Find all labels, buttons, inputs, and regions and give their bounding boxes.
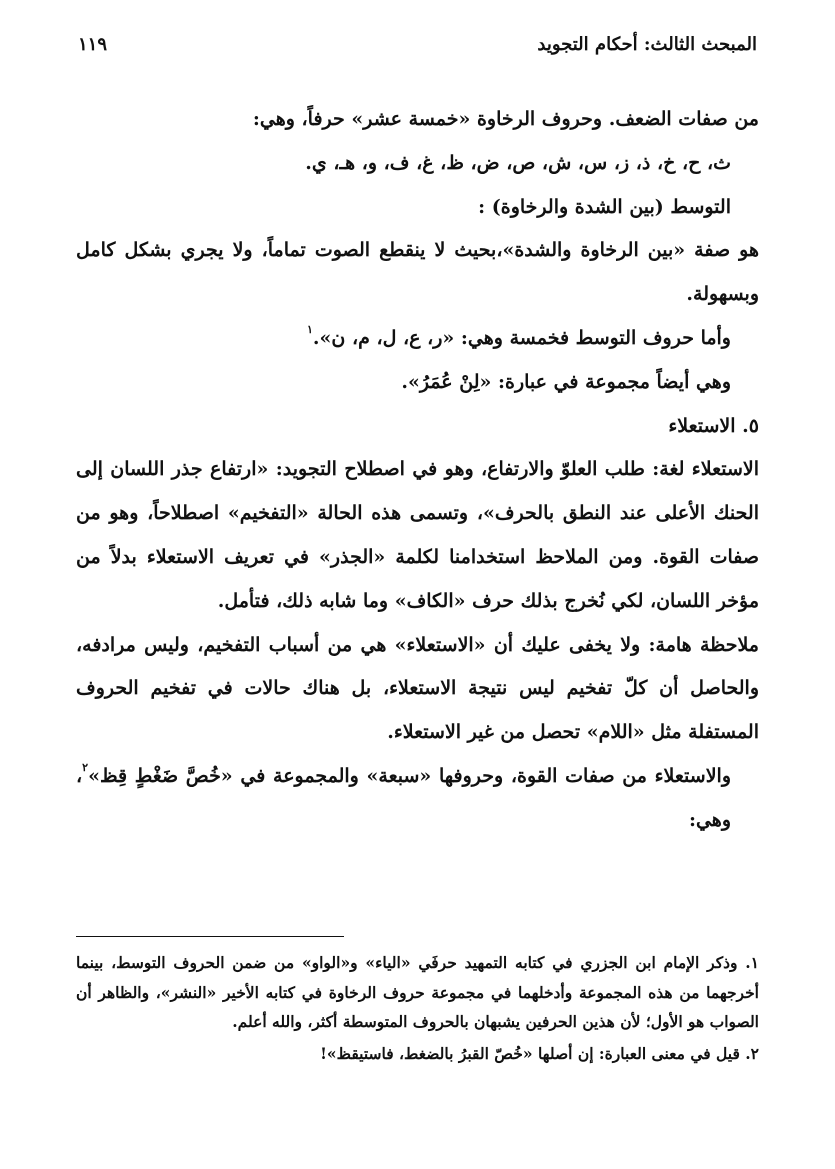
tawassut-letters-text: وأما حروف التوسط فخمسة وهي: «ر، ع، ل، م، ن». xyxy=(312,326,731,349)
footnote-1: ١. وذكر الإمام ابن الجزري في كتابه التمهيد حرفَي «الياء» و«الواو» من ضمن الحروف التوسط، بينما أخرجهما من هذه المجموعة وأدخلهما في مجموعة حروف الرخاوة في كتابه الأخير «النشر»، والظاهر أن الصواب هو الأول؛ لأن هذين الحرفين يشبهان بالحروف المتوسطة أكثر، والله أعلم. xyxy=(76,953,759,1031)
paragraph-istila-definition: الاستعلاء لغة: طلب العلوّ والارتفاع، وهو في اصطلاح التجويد: «ارتفاع جذر اللسان إلى الحنك الأعلى عند النطق بالحرف»، وتسمى هذه الحالة «التفخيم» اصطلاحاً، وهو من صفات القوة. ومن الملاحظ استخدامنا لكلمة «الجذر» في تعريف الاستعلاء بدلاً من مؤخر اللسان، لكي نُخرج بذلك حرف «الكاف» وما شابه ذلك، فتأمل. xyxy=(76,458,759,612)
paragraph-rakhawa-letters-intro: من صفات الضعف. وحروف الرخاوة «خمسة عشر» حرفاً، وهي: xyxy=(252,108,759,130)
paragraph-important-note xyxy=(76,624,759,755)
paragraph-tawassut-definition: هو صفة «بين الرخاوة والشدة»،بحيث لا ينقطع الصوت تماماً، ولا يجري بشكل كامل وبسهولة. xyxy=(76,239,759,306)
note-label: ملاحظة هامة: xyxy=(648,633,759,656)
footnotes xyxy=(76,948,759,1068)
rakhawa-letters-list: ث، ح، خ، ذ، ز، س، ش، ص، ض، ظ، غ، ف، و، هـ، ي. xyxy=(305,151,731,174)
chapter-title: المبحث الثالث: أحكام التجويد xyxy=(537,34,757,55)
paragraph-tawassut-letters xyxy=(76,317,759,361)
paragraph-istila-letters xyxy=(76,755,759,843)
running-header xyxy=(78,34,757,68)
istila-letters-text: والاستعلاء من صفات القوة، وحروفها «سبعة» والمجموعة في «خُصَّ ضَغْطٍ قِظ» xyxy=(88,764,731,787)
subheading-tawassut: التوسط (بين الشدة والرخاوة) : xyxy=(478,195,731,218)
paragraph-tawassut-phrase: وهي أيضاً مجموعة في عبارة: «لِنْ عُمَرُ». xyxy=(401,370,731,393)
section-heading-istila: ٥. الاستعلاء xyxy=(668,414,759,437)
footnote-separator xyxy=(76,936,344,937)
footnote-2: ٢. قيل في معنى العبارة: إن أصلها «خُصّ القبرُ بالضغط، فاستيقظ»! xyxy=(320,1043,759,1063)
main-text xyxy=(76,98,759,843)
note-text: ولا يخفى عليك أن «الاستعلاء» هي من أسباب التفخيم، وليس مرادفه، والحاصل أن كلّ تفخيم ليس نتيجة الاستعلاء، بل هناك حالات في تفخيم الحروف المستفلة مثل «اللام» تحصل من غير الاستعلاء. xyxy=(76,633,759,744)
footnote-ref-2[interactable]: ٢ xyxy=(82,760,89,774)
page-number: ١١٩ xyxy=(78,34,108,55)
footnote-ref-1[interactable]: ١ xyxy=(307,322,313,336)
istila-letters-end: ، وهي: xyxy=(76,764,731,831)
